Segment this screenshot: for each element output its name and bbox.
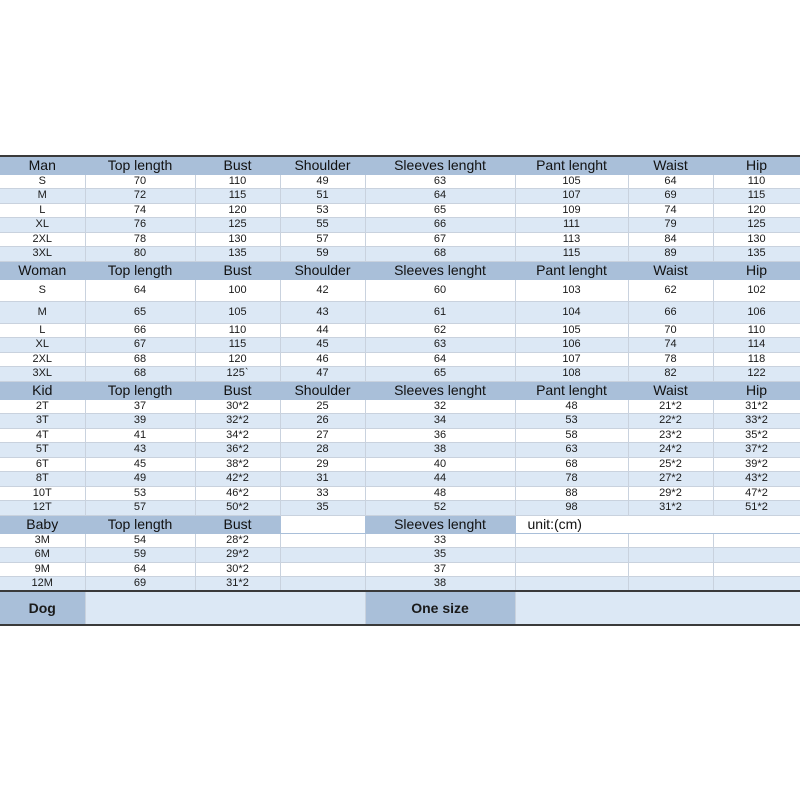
- man-size-value: 110: [713, 174, 800, 189]
- kid-size-label: 6T: [0, 457, 85, 472]
- kid-header-cell: Kid: [0, 381, 85, 399]
- woman-size-row: [0, 279, 800, 301]
- woman-size-row: [0, 338, 800, 353]
- kid-size-value: 35: [280, 501, 365, 516]
- man-size-value: 78: [85, 232, 195, 247]
- woman-size-value: 62: [365, 323, 515, 338]
- man-size-value: 135: [195, 247, 280, 262]
- woman-header-cell: Pant lenght: [515, 261, 628, 279]
- man-size-row: [0, 203, 800, 218]
- kid-size-label: 5T: [0, 443, 85, 458]
- baby-size-value: 35: [365, 548, 515, 563]
- man-header-cell: Waist: [628, 156, 713, 174]
- kid-size-row: [0, 428, 800, 443]
- man-size-value: 68: [365, 247, 515, 262]
- kid-size-value: 31*2: [628, 501, 713, 516]
- dog-fill: [85, 591, 365, 625]
- kid-size-value: 43*2: [713, 472, 800, 487]
- baby-header-empty: [280, 515, 365, 533]
- kid-size-label: 3T: [0, 414, 85, 429]
- man-size-value: 74: [85, 203, 195, 218]
- man-size-value: 64: [628, 174, 713, 189]
- kid-size-value: 78: [515, 472, 628, 487]
- dog-row: [0, 591, 800, 625]
- baby-size-value: 30*2: [195, 562, 280, 577]
- kid-size-value: 40: [365, 457, 515, 472]
- kid-size-value: 37: [85, 399, 195, 414]
- man-size-value: 66: [365, 218, 515, 233]
- baby-size-value: 64: [85, 562, 195, 577]
- man-header-cell: Man: [0, 156, 85, 174]
- kid-size-value: 28: [280, 443, 365, 458]
- baby-size-value: 38: [365, 577, 515, 592]
- kid-size-row: [0, 443, 800, 458]
- size-table: [0, 155, 800, 626]
- woman-header-cell: Bust: [195, 261, 280, 279]
- dog-size: One size: [365, 591, 515, 625]
- kid-size-value: 88: [515, 486, 628, 501]
- baby-empty-cell: [713, 548, 800, 563]
- kid-size-row: [0, 501, 800, 516]
- man-size-value: 69: [628, 189, 713, 204]
- kid-size-value: 57: [85, 501, 195, 516]
- woman-size-value: 66: [85, 323, 195, 338]
- kid-size-value: 31: [280, 472, 365, 487]
- kid-size-value: 48: [365, 486, 515, 501]
- man-size-row: [0, 232, 800, 247]
- man-size-value: 111: [515, 218, 628, 233]
- kid-header-cell: Hip: [713, 381, 800, 399]
- man-size-value: 105: [515, 174, 628, 189]
- kid-size-label: 4T: [0, 428, 85, 443]
- woman-header-cell: Top length: [85, 261, 195, 279]
- woman-size-label: 2XL: [0, 352, 85, 367]
- man-size-value: 65: [365, 203, 515, 218]
- man-size-value: 130: [713, 232, 800, 247]
- man-size-value: 49: [280, 174, 365, 189]
- baby-header-cell: Sleeves lenght: [365, 515, 515, 533]
- kid-size-value: 26: [280, 414, 365, 429]
- man-size-value: 135: [713, 247, 800, 262]
- man-size-value: 115: [195, 189, 280, 204]
- woman-size-value: 106: [515, 338, 628, 353]
- woman-size-value: 46: [280, 352, 365, 367]
- kid-size-value: 25*2: [628, 457, 713, 472]
- dog-fill: [515, 591, 800, 625]
- woman-header-cell: Woman: [0, 261, 85, 279]
- baby-empty-cell: [515, 548, 628, 563]
- kid-header-cell: Shoulder: [280, 381, 365, 399]
- man-size-value: 113: [515, 232, 628, 247]
- kid-size-value: 68: [515, 457, 628, 472]
- kid-header-cell: Sleeves lenght: [365, 381, 515, 399]
- woman-size-row: [0, 301, 800, 323]
- kid-size-value: 50*2: [195, 501, 280, 516]
- man-size-label: 3XL: [0, 247, 85, 262]
- man-size-value: 130: [195, 232, 280, 247]
- baby-empty-cell: [515, 577, 628, 592]
- baby-empty-cell: [280, 533, 365, 548]
- man-size-value: 107: [515, 189, 628, 204]
- man-size-value: 120: [713, 203, 800, 218]
- woman-size-value: 47: [280, 367, 365, 382]
- kid-size-value: 31*2: [713, 399, 800, 414]
- man-size-value: 109: [515, 203, 628, 218]
- baby-header-cell: Baby: [0, 515, 85, 533]
- man-size-value: 80: [85, 247, 195, 262]
- baby-size-value: 28*2: [195, 533, 280, 548]
- kid-size-value: 30*2: [195, 399, 280, 414]
- woman-size-value: 118: [713, 352, 800, 367]
- man-size-label: XL: [0, 218, 85, 233]
- man-size-value: 115: [713, 189, 800, 204]
- kid-header-row: [0, 381, 800, 399]
- woman-header-cell: Waist: [628, 261, 713, 279]
- woman-size-label: S: [0, 279, 85, 301]
- man-header-cell: Hip: [713, 156, 800, 174]
- kid-size-value: 25: [280, 399, 365, 414]
- kid-size-value: 98: [515, 501, 628, 516]
- woman-size-value: 61: [365, 301, 515, 323]
- baby-size-row: [0, 577, 800, 592]
- woman-size-value: 102: [713, 279, 800, 301]
- woman-size-value: 45: [280, 338, 365, 353]
- man-size-value: 125: [713, 218, 800, 233]
- baby-empty-cell: [280, 577, 365, 592]
- baby-size-value: 69: [85, 577, 195, 592]
- kid-size-value: 58: [515, 428, 628, 443]
- man-size-value: 72: [85, 189, 195, 204]
- man-size-label: M: [0, 189, 85, 204]
- woman-size-label: XL: [0, 338, 85, 353]
- woman-size-value: 110: [713, 323, 800, 338]
- woman-size-value: 74: [628, 338, 713, 353]
- woman-size-value: 105: [195, 301, 280, 323]
- baby-size-value: 31*2: [195, 577, 280, 592]
- woman-size-value: 104: [515, 301, 628, 323]
- woman-size-value: 65: [85, 301, 195, 323]
- kid-size-value: 42*2: [195, 472, 280, 487]
- unit-note: unit:(cm): [515, 515, 800, 533]
- man-size-value: 89: [628, 247, 713, 262]
- baby-size-value: 33: [365, 533, 515, 548]
- man-size-value: 55: [280, 218, 365, 233]
- kid-size-value: 49: [85, 472, 195, 487]
- man-size-value: 63: [365, 174, 515, 189]
- kid-size-row: [0, 399, 800, 414]
- woman-size-value: 63: [365, 338, 515, 353]
- kid-size-value: 32*2: [195, 414, 280, 429]
- kid-size-value: 29*2: [628, 486, 713, 501]
- woman-size-value: 114: [713, 338, 800, 353]
- woman-size-value: 44: [280, 323, 365, 338]
- man-size-label: L: [0, 203, 85, 218]
- kid-size-value: 38: [365, 443, 515, 458]
- baby-empty-cell: [515, 562, 628, 577]
- woman-size-value: 42: [280, 279, 365, 301]
- baby-empty-cell: [713, 533, 800, 548]
- woman-size-value: 70: [628, 323, 713, 338]
- baby-empty-cell: [628, 562, 713, 577]
- kid-size-value: 44: [365, 472, 515, 487]
- woman-size-row: [0, 367, 800, 382]
- kid-size-label: 8T: [0, 472, 85, 487]
- baby-header-cell: Bust: [195, 515, 280, 533]
- woman-size-value: 105: [515, 323, 628, 338]
- kid-size-value: 21*2: [628, 399, 713, 414]
- woman-size-value: 106: [713, 301, 800, 323]
- kid-size-value: 51*2: [713, 501, 800, 516]
- kid-size-value: 36: [365, 428, 515, 443]
- woman-size-value: 107: [515, 352, 628, 367]
- kid-size-value: 39: [85, 414, 195, 429]
- kid-size-value: 35*2: [713, 428, 800, 443]
- kid-size-value: 52: [365, 501, 515, 516]
- man-size-row: [0, 174, 800, 189]
- baby-empty-cell: [628, 548, 713, 563]
- man-size-label: S: [0, 174, 85, 189]
- woman-size-value: 66: [628, 301, 713, 323]
- woman-size-label: L: [0, 323, 85, 338]
- man-size-value: 125: [195, 218, 280, 233]
- man-size-value: 70: [85, 174, 195, 189]
- kid-size-value: 27*2: [628, 472, 713, 487]
- woman-size-value: 122: [713, 367, 800, 382]
- man-size-value: 120: [195, 203, 280, 218]
- woman-size-value: 60: [365, 279, 515, 301]
- man-size-value: 110: [195, 174, 280, 189]
- woman-size-label: 3XL: [0, 367, 85, 382]
- kid-size-row: [0, 472, 800, 487]
- baby-size-label: 3M: [0, 533, 85, 548]
- kid-size-value: 22*2: [628, 414, 713, 429]
- man-size-value: 57: [280, 232, 365, 247]
- kid-header-cell: Waist: [628, 381, 713, 399]
- man-header-cell: Sleeves lenght: [365, 156, 515, 174]
- kid-size-value: 38*2: [195, 457, 280, 472]
- woman-header-cell: Shoulder: [280, 261, 365, 279]
- size-chart: [0, 155, 800, 626]
- man-size-value: 84: [628, 232, 713, 247]
- kid-size-value: 23*2: [628, 428, 713, 443]
- man-size-value: 76: [85, 218, 195, 233]
- woman-size-value: 103: [515, 279, 628, 301]
- man-size-value: 74: [628, 203, 713, 218]
- baby-size-value: 54: [85, 533, 195, 548]
- woman-size-value: 62: [628, 279, 713, 301]
- kid-header-cell: Bust: [195, 381, 280, 399]
- man-size-value: 115: [515, 247, 628, 262]
- kid-size-value: 53: [85, 486, 195, 501]
- woman-header-cell: Hip: [713, 261, 800, 279]
- baby-header-row: [0, 515, 800, 533]
- kid-size-value: 33: [280, 486, 365, 501]
- woman-size-label: M: [0, 301, 85, 323]
- kid-size-row: [0, 486, 800, 501]
- woman-header-cell: Sleeves lenght: [365, 261, 515, 279]
- baby-size-value: 37: [365, 562, 515, 577]
- kid-size-value: 27: [280, 428, 365, 443]
- woman-size-value: 115: [195, 338, 280, 353]
- man-size-row: [0, 189, 800, 204]
- kid-size-value: 63: [515, 443, 628, 458]
- kid-size-label: 10T: [0, 486, 85, 501]
- baby-empty-cell: [515, 533, 628, 548]
- baby-empty-cell: [280, 548, 365, 563]
- man-size-value: 53: [280, 203, 365, 218]
- woman-size-value: 64: [365, 352, 515, 367]
- man-header-cell: Shoulder: [280, 156, 365, 174]
- kid-size-row: [0, 457, 800, 472]
- woman-size-value: 120: [195, 352, 280, 367]
- woman-size-value: 125`: [195, 367, 280, 382]
- woman-size-value: 108: [515, 367, 628, 382]
- woman-size-value: 78: [628, 352, 713, 367]
- baby-empty-cell: [713, 562, 800, 577]
- dog-label: Dog: [0, 591, 85, 625]
- woman-size-value: 68: [85, 367, 195, 382]
- man-size-value: 67: [365, 232, 515, 247]
- baby-size-row: [0, 548, 800, 563]
- baby-size-label: 6M: [0, 548, 85, 563]
- baby-size-label: 9M: [0, 562, 85, 577]
- man-size-value: 51: [280, 189, 365, 204]
- man-size-value: 64: [365, 189, 515, 204]
- kid-size-value: 34: [365, 414, 515, 429]
- kid-size-value: 32: [365, 399, 515, 414]
- woman-size-value: 110: [195, 323, 280, 338]
- woman-size-row: [0, 352, 800, 367]
- woman-size-value: 82: [628, 367, 713, 382]
- woman-size-value: 65: [365, 367, 515, 382]
- man-header-row: [0, 156, 800, 174]
- woman-size-value: 68: [85, 352, 195, 367]
- man-header-cell: Top length: [85, 156, 195, 174]
- kid-size-label: 12T: [0, 501, 85, 516]
- kid-size-value: 39*2: [713, 457, 800, 472]
- kid-size-value: 24*2: [628, 443, 713, 458]
- kid-header-cell: Pant lenght: [515, 381, 628, 399]
- kid-size-value: 37*2: [713, 443, 800, 458]
- woman-size-value: 64: [85, 279, 195, 301]
- woman-size-value: 100: [195, 279, 280, 301]
- kid-size-value: 29: [280, 457, 365, 472]
- kid-size-value: 34*2: [195, 428, 280, 443]
- baby-empty-cell: [280, 562, 365, 577]
- kid-header-cell: Top length: [85, 381, 195, 399]
- baby-size-row: [0, 562, 800, 577]
- kid-size-value: 48: [515, 399, 628, 414]
- man-size-row: [0, 247, 800, 262]
- man-size-label: 2XL: [0, 232, 85, 247]
- kid-size-value: 41: [85, 428, 195, 443]
- kid-size-row: [0, 414, 800, 429]
- kid-size-label: 2T: [0, 399, 85, 414]
- baby-size-row: [0, 533, 800, 548]
- kid-size-value: 36*2: [195, 443, 280, 458]
- man-header-cell: Bust: [195, 156, 280, 174]
- baby-empty-cell: [628, 577, 713, 592]
- woman-header-row: [0, 261, 800, 279]
- woman-size-value: 43: [280, 301, 365, 323]
- baby-header-cell: Top length: [85, 515, 195, 533]
- kid-size-value: 47*2: [713, 486, 800, 501]
- kid-size-value: 33*2: [713, 414, 800, 429]
- man-header-cell: Pant lenght: [515, 156, 628, 174]
- baby-empty-cell: [713, 577, 800, 592]
- baby-size-value: 59: [85, 548, 195, 563]
- kid-size-value: 46*2: [195, 486, 280, 501]
- kid-size-value: 43: [85, 443, 195, 458]
- man-size-value: 79: [628, 218, 713, 233]
- baby-size-label: 12M: [0, 577, 85, 592]
- man-size-row: [0, 218, 800, 233]
- baby-size-value: 29*2: [195, 548, 280, 563]
- woman-size-value: 67: [85, 338, 195, 353]
- woman-size-row: [0, 323, 800, 338]
- kid-size-value: 45: [85, 457, 195, 472]
- baby-empty-cell: [628, 533, 713, 548]
- kid-size-value: 53: [515, 414, 628, 429]
- man-size-value: 59: [280, 247, 365, 262]
